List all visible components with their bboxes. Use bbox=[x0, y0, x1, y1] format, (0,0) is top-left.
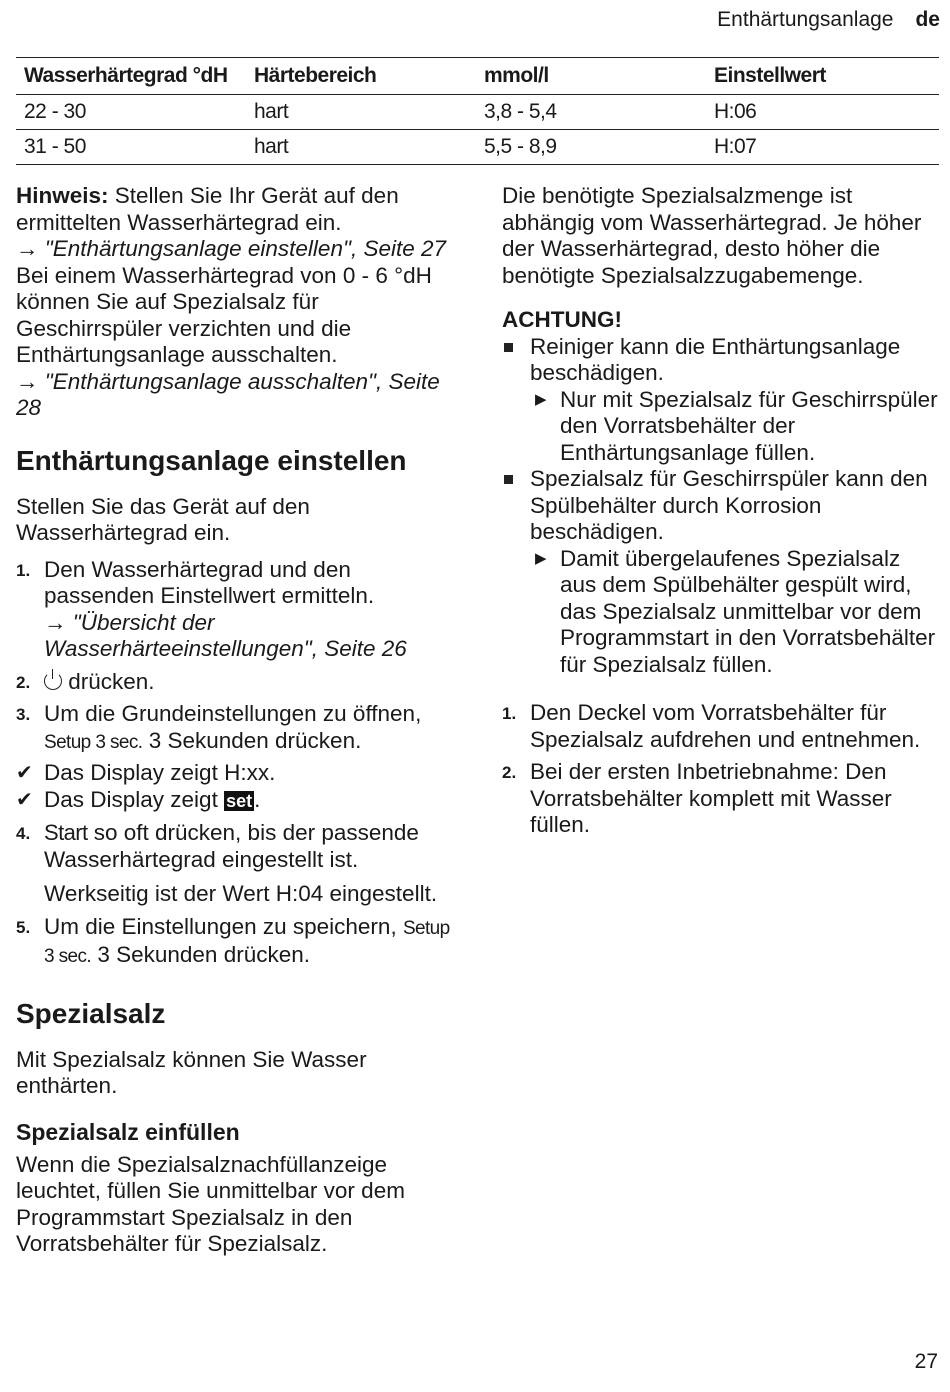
column-header: mmol/l bbox=[476, 58, 706, 95]
table-cell: 31 - 50 bbox=[16, 130, 246, 165]
step-text: so oft drücken, bis der passende Wasserhärtegrad eingestellt ist. bbox=[44, 820, 419, 872]
checkmark-icon: ✔ bbox=[16, 762, 33, 784]
column-header: Einstellwert bbox=[706, 58, 939, 95]
display-set-symbol: set bbox=[226, 790, 253, 811]
table-cell: 22 - 30 bbox=[16, 95, 246, 130]
step-item bbox=[502, 700, 942, 753]
step-number: 2. bbox=[502, 763, 517, 782]
table-row bbox=[16, 130, 939, 165]
power-icon bbox=[44, 672, 62, 690]
table-header-row bbox=[16, 58, 939, 95]
result-text: Das Display zeigt H:xx. bbox=[44, 760, 276, 785]
step-number: 1. bbox=[16, 560, 31, 580]
note-text: Stellen Sie Ihr Gerät auf den ermittelten Wasserhärtegrad ein. bbox=[16, 183, 399, 235]
table-cell: hart bbox=[246, 95, 476, 130]
cross-reference-link[interactable]: → "Enthärtungsanlage einstellen", Seite 27 bbox=[16, 236, 447, 261]
table-cell: H:06 bbox=[706, 95, 939, 130]
warning-heading: ACHTUNG! bbox=[502, 307, 622, 332]
step-number: 4. bbox=[16, 824, 31, 843]
bullet-text: Spezialsalz für Geschirrspüler kann den Spülbehälter durch Korrosion beschädigen. bbox=[530, 466, 928, 544]
bullet-text: Reiniger kann die Enthärtungsanlage beschädigen. bbox=[530, 333, 901, 385]
triangle-right-icon: ▶ bbox=[535, 390, 547, 408]
step-number: 5. bbox=[16, 917, 31, 937]
water-hardness-table bbox=[16, 57, 939, 165]
table-cell: H:07 bbox=[706, 130, 939, 165]
step-text: 3 Sekunden drücken. bbox=[142, 727, 362, 753]
cross-reference-link[interactable]: → "Enthärtungsanlage ausschalten", Seite 28 bbox=[16, 368, 440, 420]
warning-action bbox=[502, 546, 942, 679]
step-item bbox=[16, 914, 456, 971]
action-text: Damit übergelaufenes Spezialsalz aus dem Spülbehälter gespült wird, das Spezialsalz unmittelbar vor dem Programmstart in den Vorratsbehälter für Spezialsalz füllen. bbox=[560, 545, 936, 677]
step-number: 2. bbox=[16, 672, 31, 692]
triangle-right-icon: ▶ bbox=[535, 549, 547, 567]
warning-action bbox=[502, 387, 942, 467]
header-language: de bbox=[915, 8, 940, 31]
header-title: Enthärtungsanlage bbox=[717, 8, 894, 31]
setup-key-label: Setup 3 sec. bbox=[44, 731, 143, 753]
section-heading: Spezialsalz bbox=[16, 997, 166, 1029]
start-key-label: Start bbox=[44, 820, 88, 845]
action-text: Nur mit Spezialsalz für Geschirrspüler den Vorratsbehälter der Enthärtungsanlage füllen. bbox=[560, 386, 938, 465]
note-paragraph bbox=[16, 183, 456, 236]
step-text: Um die Einstellungen zu speichern, bbox=[44, 913, 403, 939]
body-paragraph: Die benötigte Spezialsalzmenge ist abhängig vom Wasserhärtegrad. Je höher der Wasserhärtegrad, desto höher die benötigte Spezialsalzzugabemenge. bbox=[502, 183, 922, 288]
warning-bullet bbox=[502, 334, 942, 387]
section-heading: Enthärtungsanlage einstellen bbox=[16, 444, 407, 476]
cross-reference-link[interactable]: → "Übersicht der Wasserhärteeinstellungen", Seite 26 bbox=[44, 609, 407, 661]
step-text: Den Wasserhärtegrad und den passenden Einstellwert ermitteln. bbox=[44, 556, 375, 608]
column-header: Wasserhärtegrad °dH bbox=[16, 58, 246, 95]
step-item bbox=[16, 669, 456, 696]
body-paragraph: Wenn die Spezialsalznachfüllanzeige leuchtet, füllen Sie unmittelbar vor dem Programmstart Spezialsalz in den Vorratsbehälter für Spezialsalz. bbox=[16, 1151, 405, 1256]
result-item bbox=[16, 787, 456, 815]
bullet-square-icon bbox=[504, 343, 513, 352]
step-number: 3. bbox=[16, 705, 31, 724]
column-header: Härtebereich bbox=[246, 58, 476, 95]
left-column bbox=[16, 183, 456, 1258]
step-item bbox=[16, 820, 456, 908]
setup-key-label: Setup 3 sec. bbox=[44, 917, 450, 967]
step-text: Bei der ersten Inbetriebnahme: Den Vorratsbehälter komplett mit Wasser füllen. bbox=[530, 759, 892, 837]
step-number: 1. bbox=[502, 704, 517, 723]
step-text: drücken. bbox=[62, 668, 155, 694]
step-item bbox=[16, 701, 456, 756]
table-cell: 3,8 - 5,4 bbox=[476, 95, 706, 130]
note-label: Hinweis: bbox=[16, 183, 109, 208]
result-item bbox=[16, 760, 456, 787]
body-paragraph: Mit Spezialsalz können Sie Wasser enthärten. bbox=[16, 1046, 367, 1098]
checkmark-icon: ✔ bbox=[16, 788, 33, 811]
body-paragraph: Bei einem Wasserhärtegrad von 0 - 6 °dH können Sie auf Spezialsalz für Geschirrspüler verzichten und die Enthärtungsanlage ausschalten. bbox=[16, 262, 432, 367]
table-cell: 5,5 - 8,9 bbox=[476, 130, 706, 165]
table-row bbox=[16, 95, 939, 130]
step-text: 3 Sekunden drücken. bbox=[91, 942, 310, 967]
table-cell: hart bbox=[246, 130, 476, 165]
page-header bbox=[717, 8, 940, 32]
warning-bullet bbox=[502, 466, 942, 546]
subsection-heading: Spezialsalz einfüllen bbox=[16, 1118, 240, 1145]
right-column bbox=[502, 183, 942, 839]
step-item bbox=[502, 759, 942, 839]
step-item bbox=[16, 557, 456, 663]
page-number: 27 bbox=[914, 1350, 938, 1373]
bullet-square-icon bbox=[504, 475, 513, 484]
result-text: . bbox=[254, 786, 261, 812]
step-text: Den Deckel vom Vorratsbehälter für Spezialsalz aufdrehen und entnehmen. bbox=[530, 700, 921, 752]
step-text: Um die Grundeinstellungen zu öffnen, bbox=[44, 701, 422, 726]
step-note: Werkseitig ist der Wert H:04 eingestellt. bbox=[44, 881, 438, 906]
result-text: Das Display zeigt bbox=[44, 786, 225, 812]
body-paragraph: Stellen Sie das Gerät auf den Wasserhärtegrad ein. bbox=[16, 493, 310, 545]
